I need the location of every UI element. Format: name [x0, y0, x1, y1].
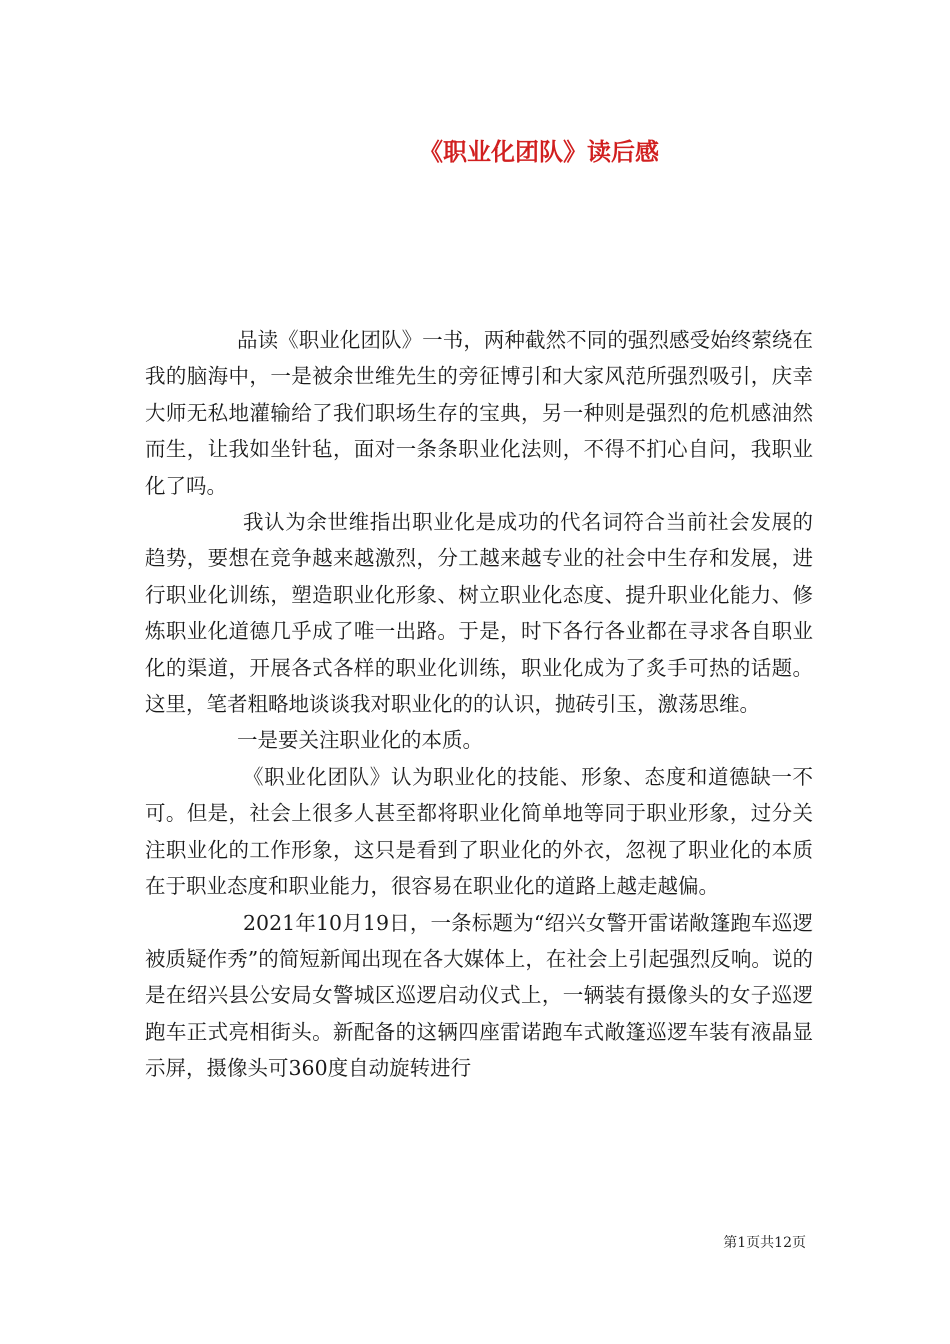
page-number: 第1页共12页 [723, 1235, 806, 1251]
paragraph-4: 《职业化团队》认为职业化的技能、形象、态度和道德缺一不可。但是，社会上很多人甚至都将职业化简单地等同于职业形象，过分关注职业化的工作形象，这只是看到了职业化的外衣，忽视了职业化的本质在于职业态度和职业能力，很容易在职业化的道路上越走越偏。 [145, 764, 813, 899]
document-body [145, 322, 813, 1087]
paragraph-3: 一是要关注职业化的本质。 [237, 728, 483, 753]
paragraph-2: 我认为余世维指出职业化是成功的代名词符合当前社会发展的趋势，要想在竞争越来越激烈，分工越来越专业的社会中生存和发展，进行职业化训练，塑造职业化形象、树立职业化态度、提升职业化能力、修炼职业化道德几乎成了唯一出路。于是，时下各行各业都在寻求各自职业化的渠道，开展各式各样的职业化训练，职业化成为了炙手可热的话题。这里，笔者粗略地谈谈我对职业化的的认识，抛砖引玉，激荡思维。 [145, 510, 813, 717]
document-title: 《职业化团队》读后感 [419, 137, 659, 166]
paragraph-1: 品读《职业化团队》一书，两种截然不同的强烈感受始终萦绕在我的脑海中，一是被余世维先生的旁征博引和大家风范所强烈吸引，庆幸大师无私地灌输给了我们职场生存的宝典，另一种则是强烈的危机感油然而生，让我如坐针毡，面对一条条职业化法则，不得不扪心自问，我职业化了吗。 [145, 328, 813, 498]
paragraph-5: 2021年10月19日，一条标题为“绍兴女警开雷诺敞篷跑车巡逻被质疑作秀”的简短新闻出现在各大媒体上，在社会上引起强烈反响。说的是在绍兴县公安局女警城区巡逻启动仪式上，一辆装有摄像头的女子巡逻跑车正式亮相街头。新配备的这辆四座雷诺跑车式敞篷巡逻车装有液晶显示屏，摄像头可360度自动旋转进行 [145, 910, 813, 1081]
